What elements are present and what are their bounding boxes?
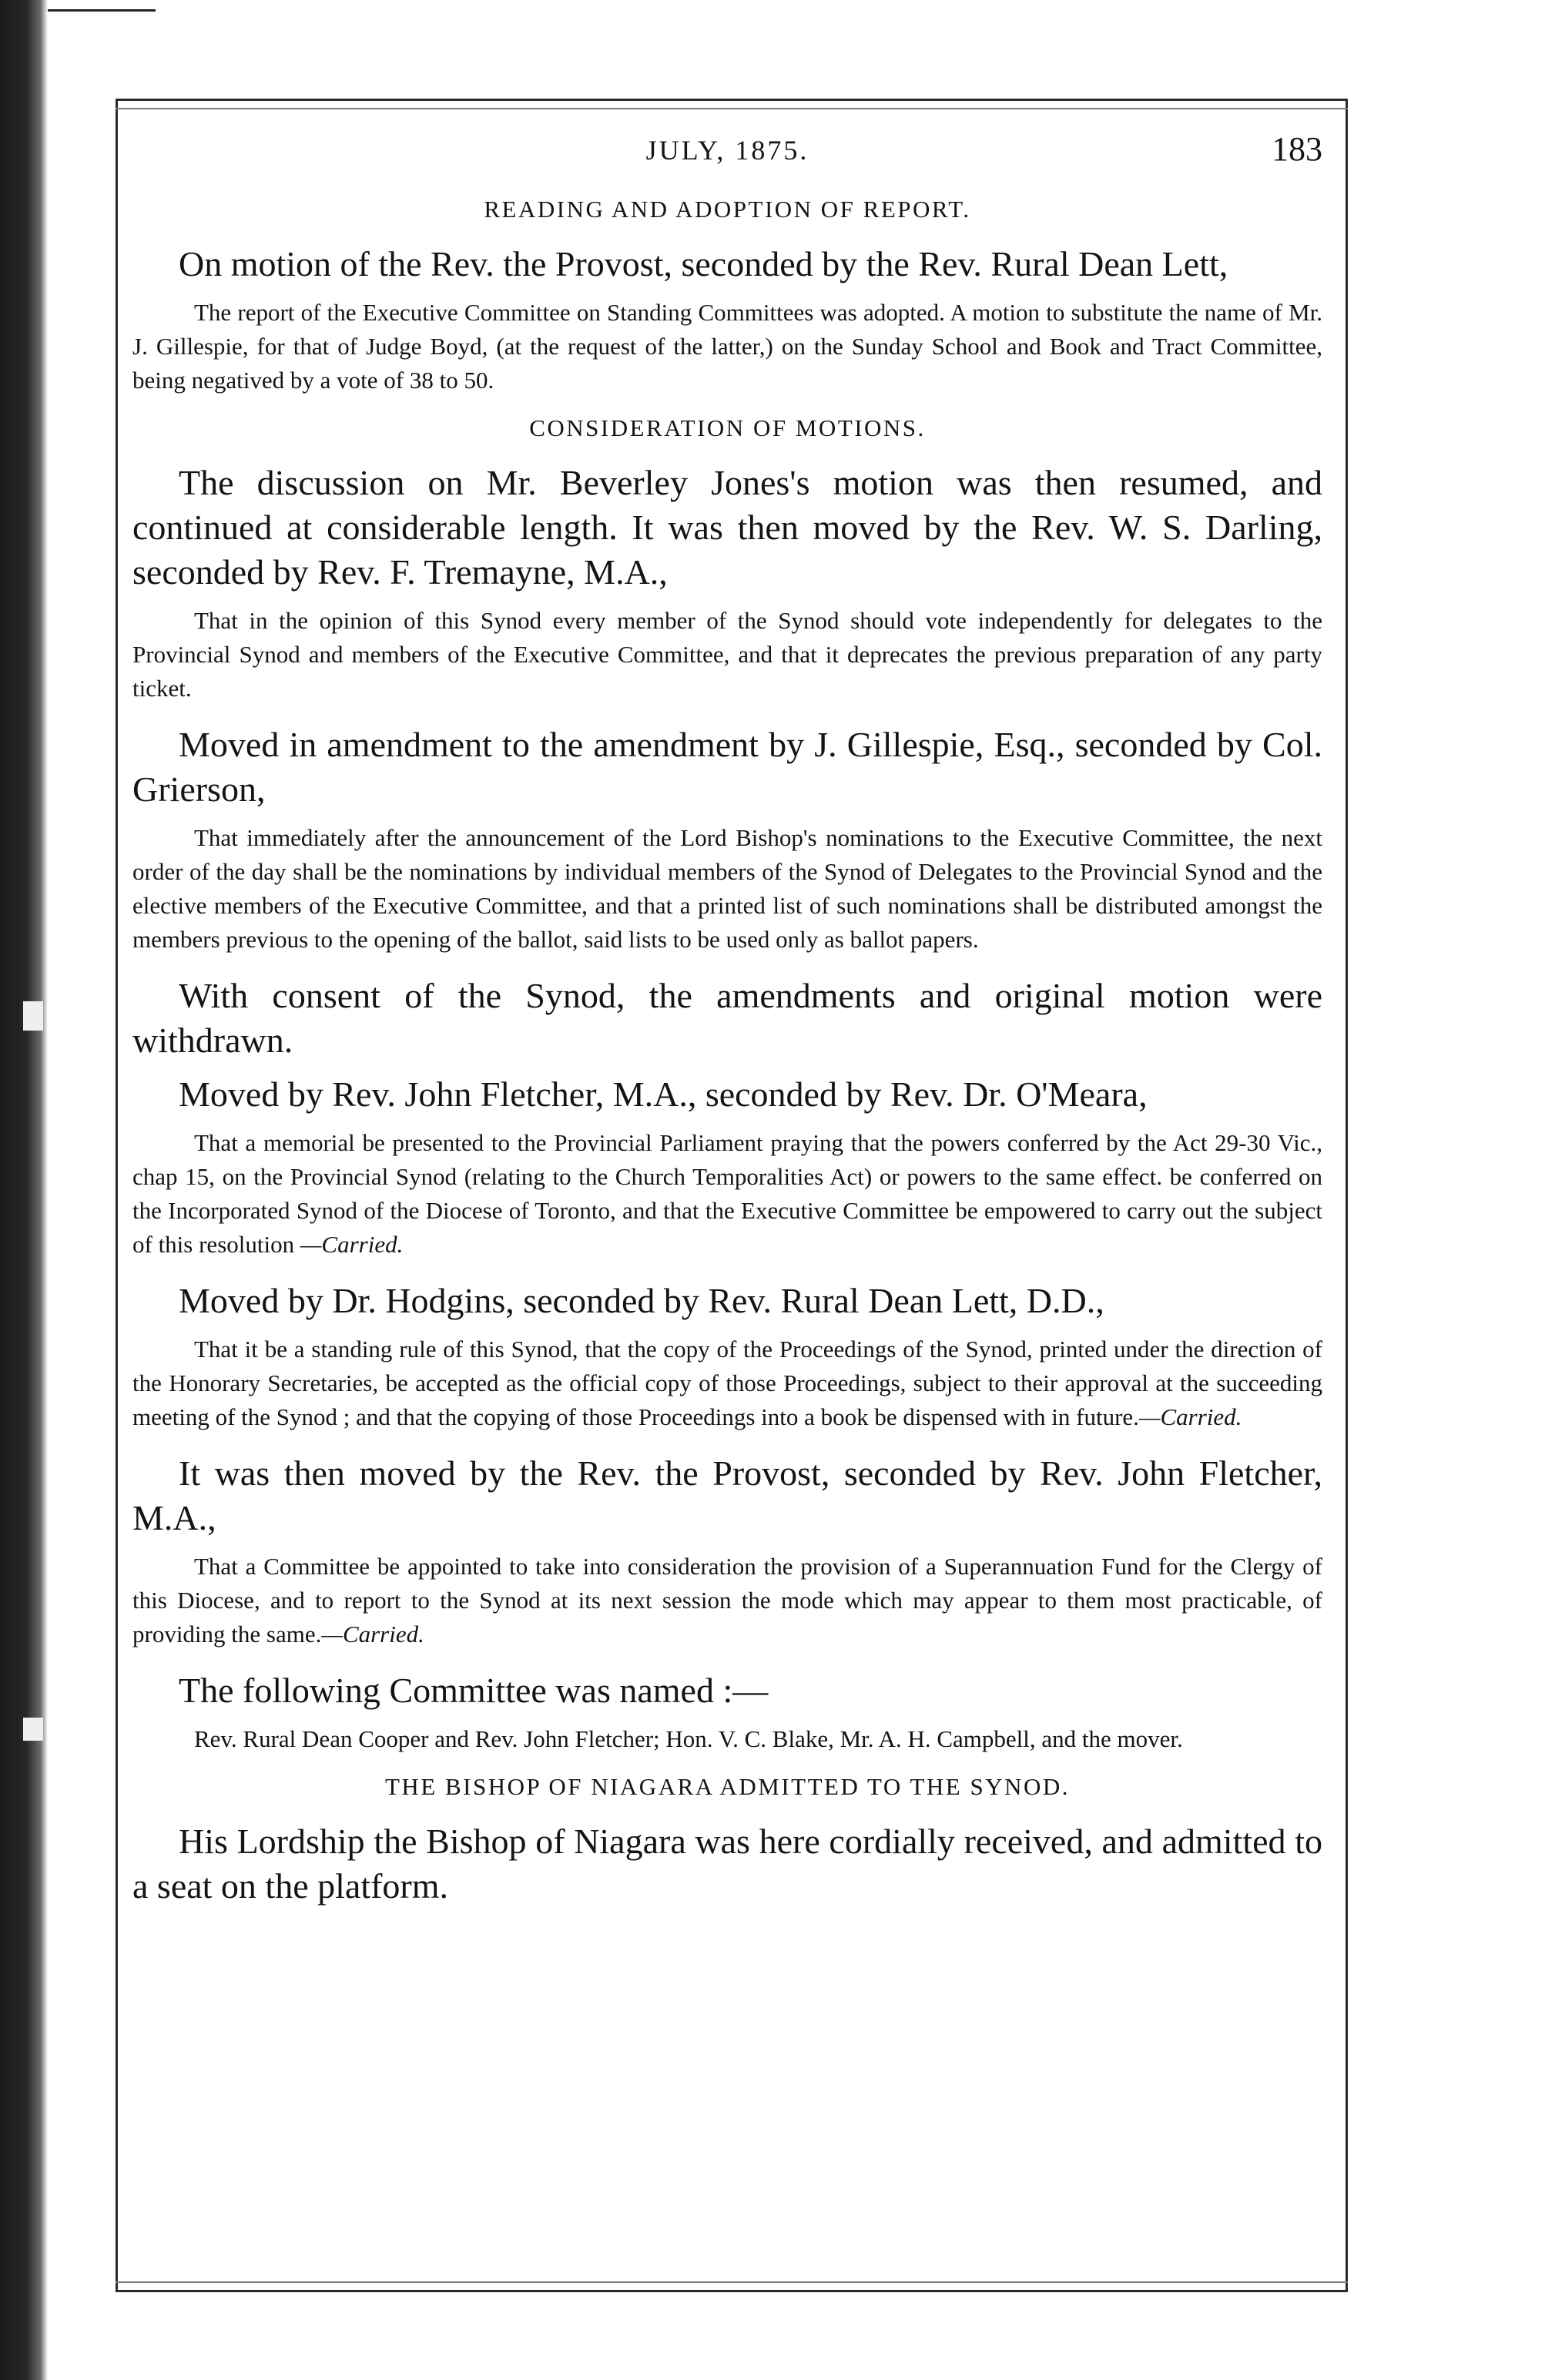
resolution-memorial	[132, 1126, 1322, 1262]
binding-speck	[23, 1001, 43, 1031]
carried-note: —Carried.	[321, 1621, 424, 1648]
resolution-vote-independently: That in the opinion of this Synod every member of the Synod should vote independently for delegates to the Provincial Synod and members of the Executive Committee, and that it deprecates the previous preparation of any party ticket.	[132, 607, 1322, 702]
paragraph-discussion: The discussion on Mr. Beverley Jones's motion was then resumed, and continued at considerable length. It was then moved by the Rev. W. S. Darling, seconded by Rev. F. Tremayne, M.A.,	[132, 463, 1322, 592]
binding-shadow	[0, 0, 48, 2380]
scan-edge-rule	[48, 9, 156, 12]
resolution-standing-rule-text: That it be a standing rule of this Synod, that the copy of the Proceedings of the Synod, printed under the direction of the Honorary Secretaries, be accepted as the official copy of those Proceedings, subject to their approval at the succeeding meeting of the Synod ; and that the copying of those Proceedings into a book be dispensed with in future.	[132, 1336, 1322, 1430]
paragraph-provost-motion: It was then moved by the Rev. the Provost, seconded by Rev. John Fletcher, M.A.,	[132, 1453, 1322, 1537]
paragraph-hodgins-motion: Moved by Dr. Hodgins, seconded by Rev. Rural Dean Lett, D.D.,	[179, 1281, 1104, 1320]
page-content	[132, 129, 1322, 1918]
section-consideration	[132, 414, 1322, 1756]
paragraph-withdrawn: With consent of the Synod, the amendments and original motion were withdrawn.	[132, 976, 1322, 1060]
section-bishop	[132, 1773, 1322, 1909]
resolution-superannuation	[132, 1550, 1322, 1651]
page-number: 183	[1272, 130, 1322, 168]
paragraph-amendment: Moved in amendment to the amendment by J. Gillespie, Esq., seconded by Col. Grierson,	[132, 725, 1322, 809]
section-heading-reading: READING AND ADOPTION OF REPORT.	[484, 196, 971, 223]
section-heading-consideration: CONSIDERATION OF MOTIONS.	[529, 414, 926, 441]
running-head-date: JULY, 1875.	[645, 135, 809, 166]
carried-note: —Carried.	[1138, 1403, 1242, 1430]
resolution-reading: The report of the Executive Committee on Standing Committees was adopted. A motion to substitute the name of Mr. J. Gillespie, for that of Judge Boyd, (at the request of the latter,) on the Sunday School and Book and Tract Committee, being negatived by a vote of 38 to 50.	[132, 299, 1322, 394]
resolution-memorial-text: That a memorial be presented to the Provincial Parliament praying that the powers conferred by the Act 29-30 Vic., chap 15, on the Provincial Synod (relating to the Church Temporalities Act) or powers to the same effect. be conferred on the Incorporated Synod of the Diocese of Toronto, and that the Executive Committee be empowered to carry out the subject of this resolution	[132, 1129, 1322, 1258]
resolution-standing-rule	[132, 1332, 1322, 1434]
resolution-superannuation-text: That a Committee be appointed to take into consideration the provision of a Superannuation Fund for the Clergy of this Diocese, and to report to the Synod at its next session the mode which may appear to them most practicable, of providing the same.	[132, 1553, 1322, 1648]
committee-members: Rev. Rural Dean Cooper and Rev. John Fletcher; Hon. V. C. Blake, Mr. A. H. Campbell, and the mover.	[194, 1725, 1183, 1752]
paragraph-committee-named: The following Committee was named :—	[179, 1671, 769, 1710]
running-head	[132, 129, 1322, 179]
paragraph-reading-motion: On motion of the Rev. the Provost, seconded by the Rev. Rural Dean Lett,	[179, 244, 1228, 283]
section-reading	[132, 196, 1322, 397]
paragraph-bishop-admitted: His Lordship the Bishop of Niagara was here cordially received, and admitted to a seat on the platform.	[132, 1822, 1322, 1906]
carried-note: —Carried.	[300, 1231, 404, 1258]
binding-speck	[23, 1718, 43, 1741]
resolution-nominations: That immediately after the announcement of the Lord Bishop's nominations to the Executive Committee, the next order of the day shall be the nominations by individual members of the Synod of Delegates to the Provincial Synod and the elective members of the Executive Committee, and that a printed list of such nominations shall be distributed amongst the members previous to the opening of the ballot, said lists to be used only as ballot papers.	[132, 824, 1322, 953]
frame-inner-rule-bottom	[116, 2281, 1348, 2283]
paragraph-fletcher-motion: Moved by Rev. John Fletcher, M.A., seconded by Rev. Dr. O'Meara,	[179, 1074, 1148, 1114]
section-heading-bishop: THE BISHOP OF NIAGARA ADMITTED TO THE SYNOD.	[384, 1773, 1071, 1800]
frame-inner-rule-top	[116, 108, 1348, 109]
